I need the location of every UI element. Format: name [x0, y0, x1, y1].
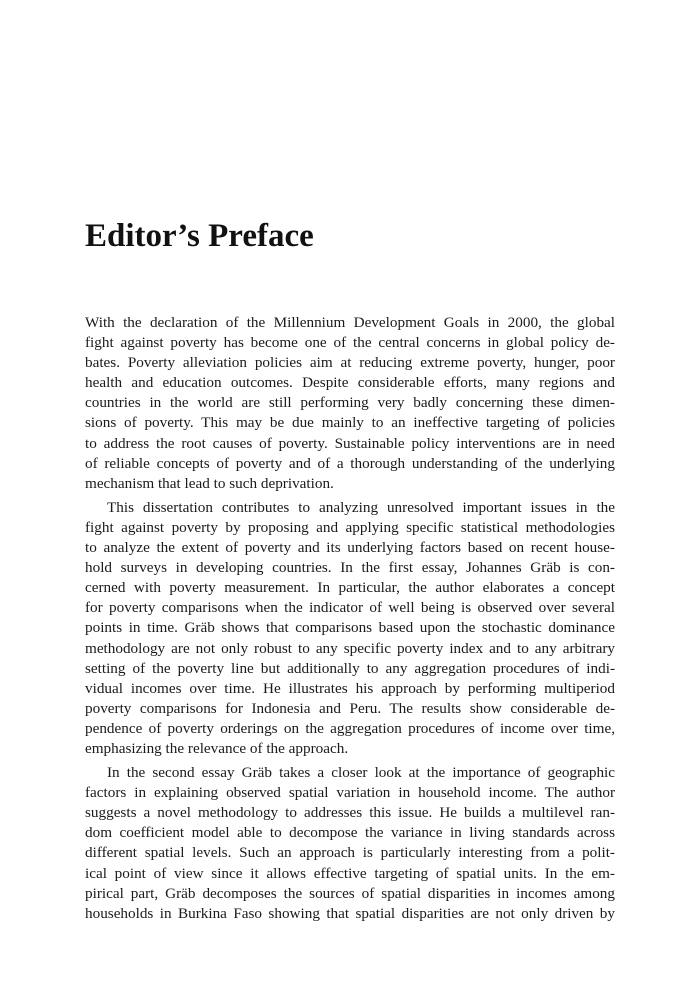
text-line: bates. Poverty alleviation policies aim at reducing extreme poverty, hunger, poor — [85, 354, 615, 372]
text-line: In the second essay Gräb takes a closer look at the importance of geographic — [107, 764, 615, 782]
text-line: health and education outcomes. Despite considerable efforts, many regions and — [85, 374, 615, 392]
text-line: methodology are not only robust to any specific poverty index and to any arbitrary — [85, 639, 615, 657]
text-line: of reliable concepts of poverty and of a thorough understanding of the underlying — [85, 454, 615, 472]
text-line: poverty comparisons for Indonesia and Peru. The results show considerable de- — [85, 699, 615, 717]
paragraph — [85, 498, 615, 759]
paragraph — [85, 763, 615, 924]
text-line: pirical part, Gräb decomposes the sources of spatial disparities in incomes among — [85, 884, 615, 902]
text-line: factors in explaining observed spatial variation in household income. The author — [85, 784, 615, 802]
text-line: households in Burkina Faso showing that spatial disparities are not only driven by — [85, 904, 615, 922]
paragraph — [85, 313, 615, 494]
text-line: setting of the poverty line but additionally to any aggregation procedures of indi- — [85, 659, 615, 677]
text-line: This dissertation contributes to analyzing unresolved important issues in the — [107, 498, 615, 516]
body-text — [85, 313, 615, 928]
chapter-title: Editor’s Preface — [85, 218, 314, 254]
text-line: points in time. Gräb shows that comparisons based upon the stochastic dominance — [85, 619, 615, 637]
text-line: suggests a novel methodology to addresses this issue. He builds a multilevel ran- — [85, 804, 615, 822]
text-line: fight against poverty by proposing and applying specific statistical methodologies — [85, 518, 615, 536]
text-line: to analyze the extent of poverty and its underlying factors based on recent house- — [85, 539, 615, 557]
text-line: dom coefficient model able to decompose the variance in living standards across — [85, 824, 615, 842]
text-line: sions of poverty. This may be due mainly to an ineffective targeting of policies — [85, 414, 615, 432]
text-line: for poverty comparisons when the indicator of well being is observed over several — [85, 599, 615, 617]
text-line: fight against poverty has become one of the central concerns in global policy de- — [85, 334, 615, 352]
text-line: With the declaration of the Millennium Development Goals in 2000, the global — [85, 314, 615, 331]
text-line: hold surveys in developing countries. In the first essay, Johannes Gräb is con- — [85, 559, 615, 577]
text-line: emphasizing the relevance of the approach. — [85, 739, 349, 757]
text-line: countries in the world are still performing very badly concerning these dimen- — [85, 394, 615, 412]
text-line: ical point of view since it allows effective targeting of spatial units. In the em- — [85, 864, 615, 882]
text-line: cerned with poverty measurement. In particular, the author elaborates a concept — [85, 579, 615, 597]
text-line: different spatial levels. Such an approach is particularly interesting from a polit- — [85, 844, 615, 862]
text-line: pendence of poverty orderings on the aggregation procedures of income over time, — [85, 719, 615, 737]
text-line: mechanism that lead to such deprivation. — [85, 474, 334, 492]
text-line: to address the root causes of poverty. Sustainable policy interventions are in need — [85, 434, 615, 452]
text-line: vidual incomes over time. He illustrates his approach by performing multiperiod — [85, 679, 615, 697]
